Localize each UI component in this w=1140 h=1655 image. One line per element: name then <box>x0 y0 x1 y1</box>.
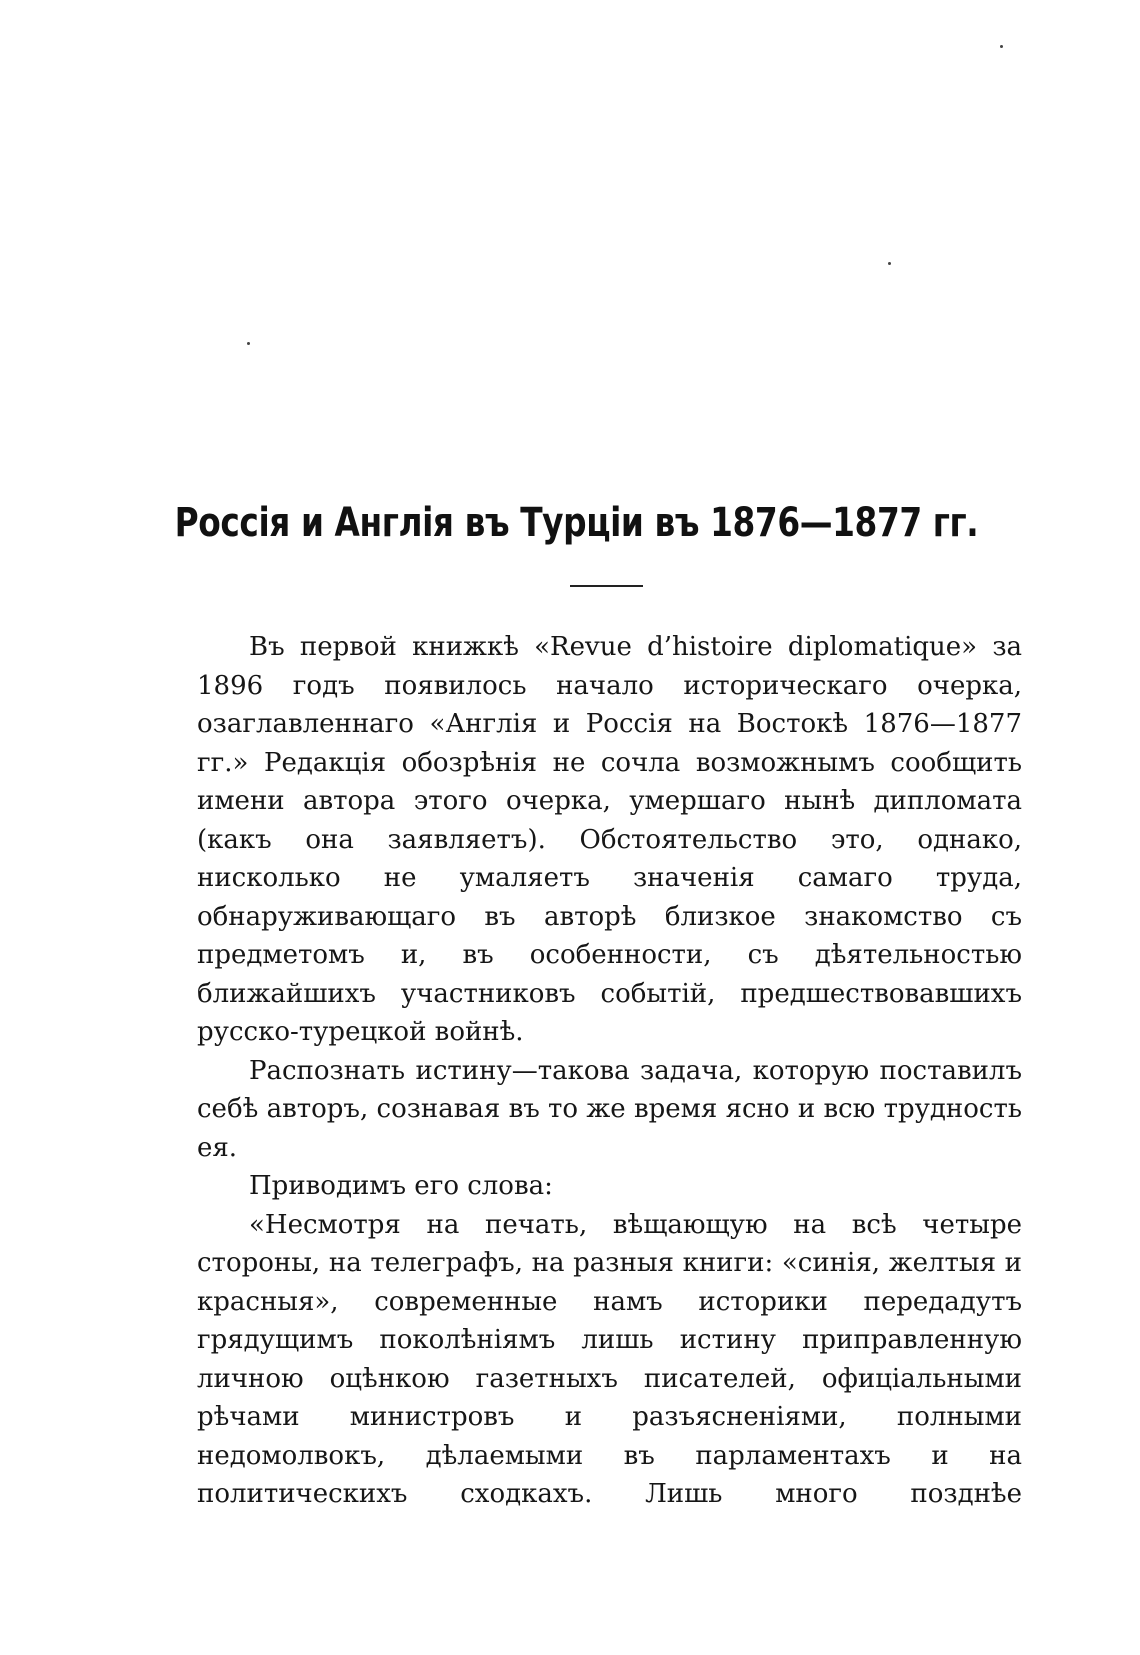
paragraph-3: Приводимъ его слова: <box>249 1171 553 1201</box>
body-text <box>197 628 1022 1514</box>
title-divider <box>570 585 643 587</box>
paragraph-2: Распознать истину—такова задача, которую поставилъ себѣ авторъ, сознавая въ то же время ясно и всю трудность ея. <box>197 1055 1022 1163</box>
paragraph-1: Въ первой книжкѣ «Revue d’histoire diplomatique» за 1896 годъ появилось начало историческаго очерка, озаглавленнаго «Англія и Россія на Востокѣ 1876—1877 гг.» Редакція обозрѣнія не сочла возможнымъ сообщить имени автора этого очерка, умершаго нынѣ дипломата (какъ она заявляетъ). Обстоятельство это, однако, нисколько не умаляетъ значенія самаго труда, обнаруживающаго въ авторѣ близкое знакомство съ предметомъ и, въ особенности, съ дѣятельностью ближайшихъ участниковъ событій, предшествовавшихъ русско-турецкой войнѣ. <box>197 632 1022 1047</box>
chapter-title: Россія и Англія въ Турціи въ 1876—1877 гг. <box>174 500 979 546</box>
print-speck <box>1000 45 1003 48</box>
paragraph-4: «Несмотря на печать, вѣщающую на всѣ четыре стороны, на телеграфъ, на разныя книги: «синія, желтыя и красныя», современные намъ историки передадутъ грядущимъ поколѣніямъ лишь истину приправленную личною оцѣнкою газетныхъ писателей, офиціальными рѣчами министровъ и разъясненіями, полными недомолвокъ, дѣлаемыми въ парламентахъ и на политическихъ сходкахъ. Лишь много позднѣе <box>197 1209 1022 1509</box>
print-speck <box>247 342 250 345</box>
print-speck <box>888 262 891 265</box>
